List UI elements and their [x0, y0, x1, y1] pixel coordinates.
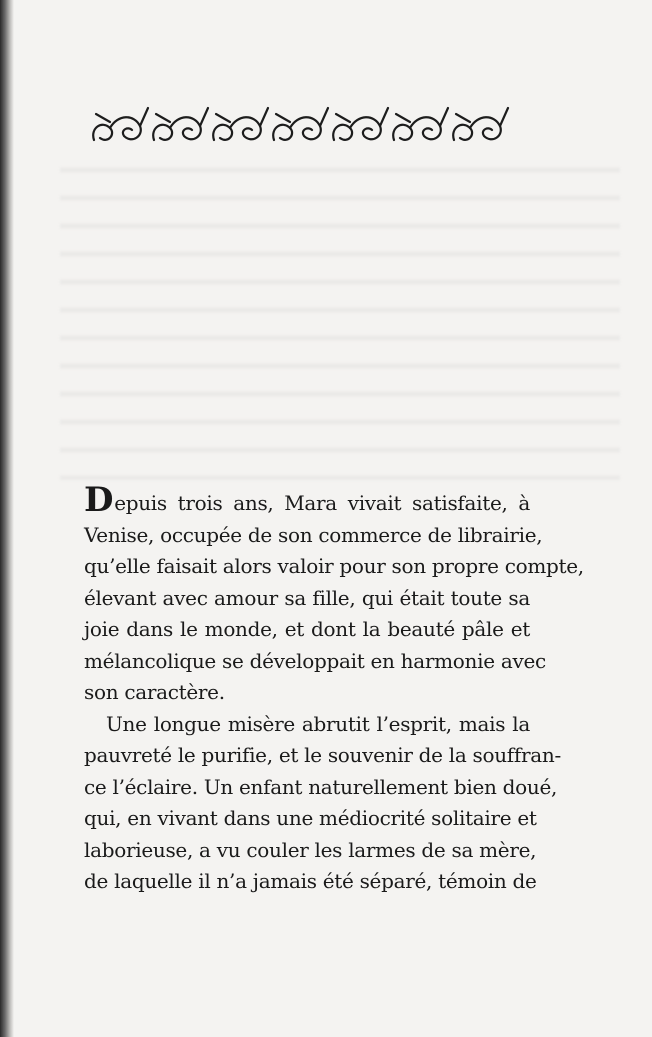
paragraph-line: mélancolique se développait en harmonie avec	[84, 648, 546, 673]
paragraph-line: Venise, occupée de son commerce de librairie,	[84, 522, 543, 547]
ornament-unit	[453, 108, 508, 140]
decorative-header-ornament	[88, 100, 514, 148]
paragraph-line: Depuis trois ans, Mara vivait satisfaite, à	[84, 480, 530, 520]
paragraph-line: qu’elle faisait alors valoir pour son propre compte,	[84, 554, 584, 578]
paragraph-line: laborieuse, a vu couler les larmes de sa mère,	[84, 837, 537, 862]
paragraph-2	[84, 709, 561, 898]
ornament-unit	[213, 108, 268, 140]
paragraph-line: pauvreté le purifie, et le souvenir de la souffran-	[84, 743, 561, 767]
page-binding-edge	[0, 0, 14, 1037]
drop-cap: D	[84, 480, 114, 520]
paragraph-line: de laquelle il n’a jamais été séparé, témoin de	[84, 869, 537, 893]
paragraph-line: Une longue misère abrutit l’esprit, mais la	[106, 711, 530, 736]
ornament-unit	[393, 108, 448, 140]
paragraph-line: élevant avec amour sa fille, qui était toute sa	[84, 585, 530, 610]
paragraph-line: joie dans le monde, et dont la beauté pâle et	[84, 617, 530, 641]
show-through-text	[60, 150, 620, 480]
body-text	[84, 480, 584, 898]
paragraph-line: qui, en vivant dans une médiocrité solitaire et	[84, 806, 537, 830]
paragraph-line: ce l’éclaire. Un enfant naturellement bien doué,	[84, 774, 558, 799]
paragraph-line: son caractère.	[84, 680, 225, 704]
paragraph-1	[84, 480, 584, 709]
ornament-unit	[273, 108, 328, 140]
ornament-unit	[153, 108, 208, 140]
ornament-unit	[333, 108, 388, 140]
ornament-unit	[93, 108, 148, 140]
